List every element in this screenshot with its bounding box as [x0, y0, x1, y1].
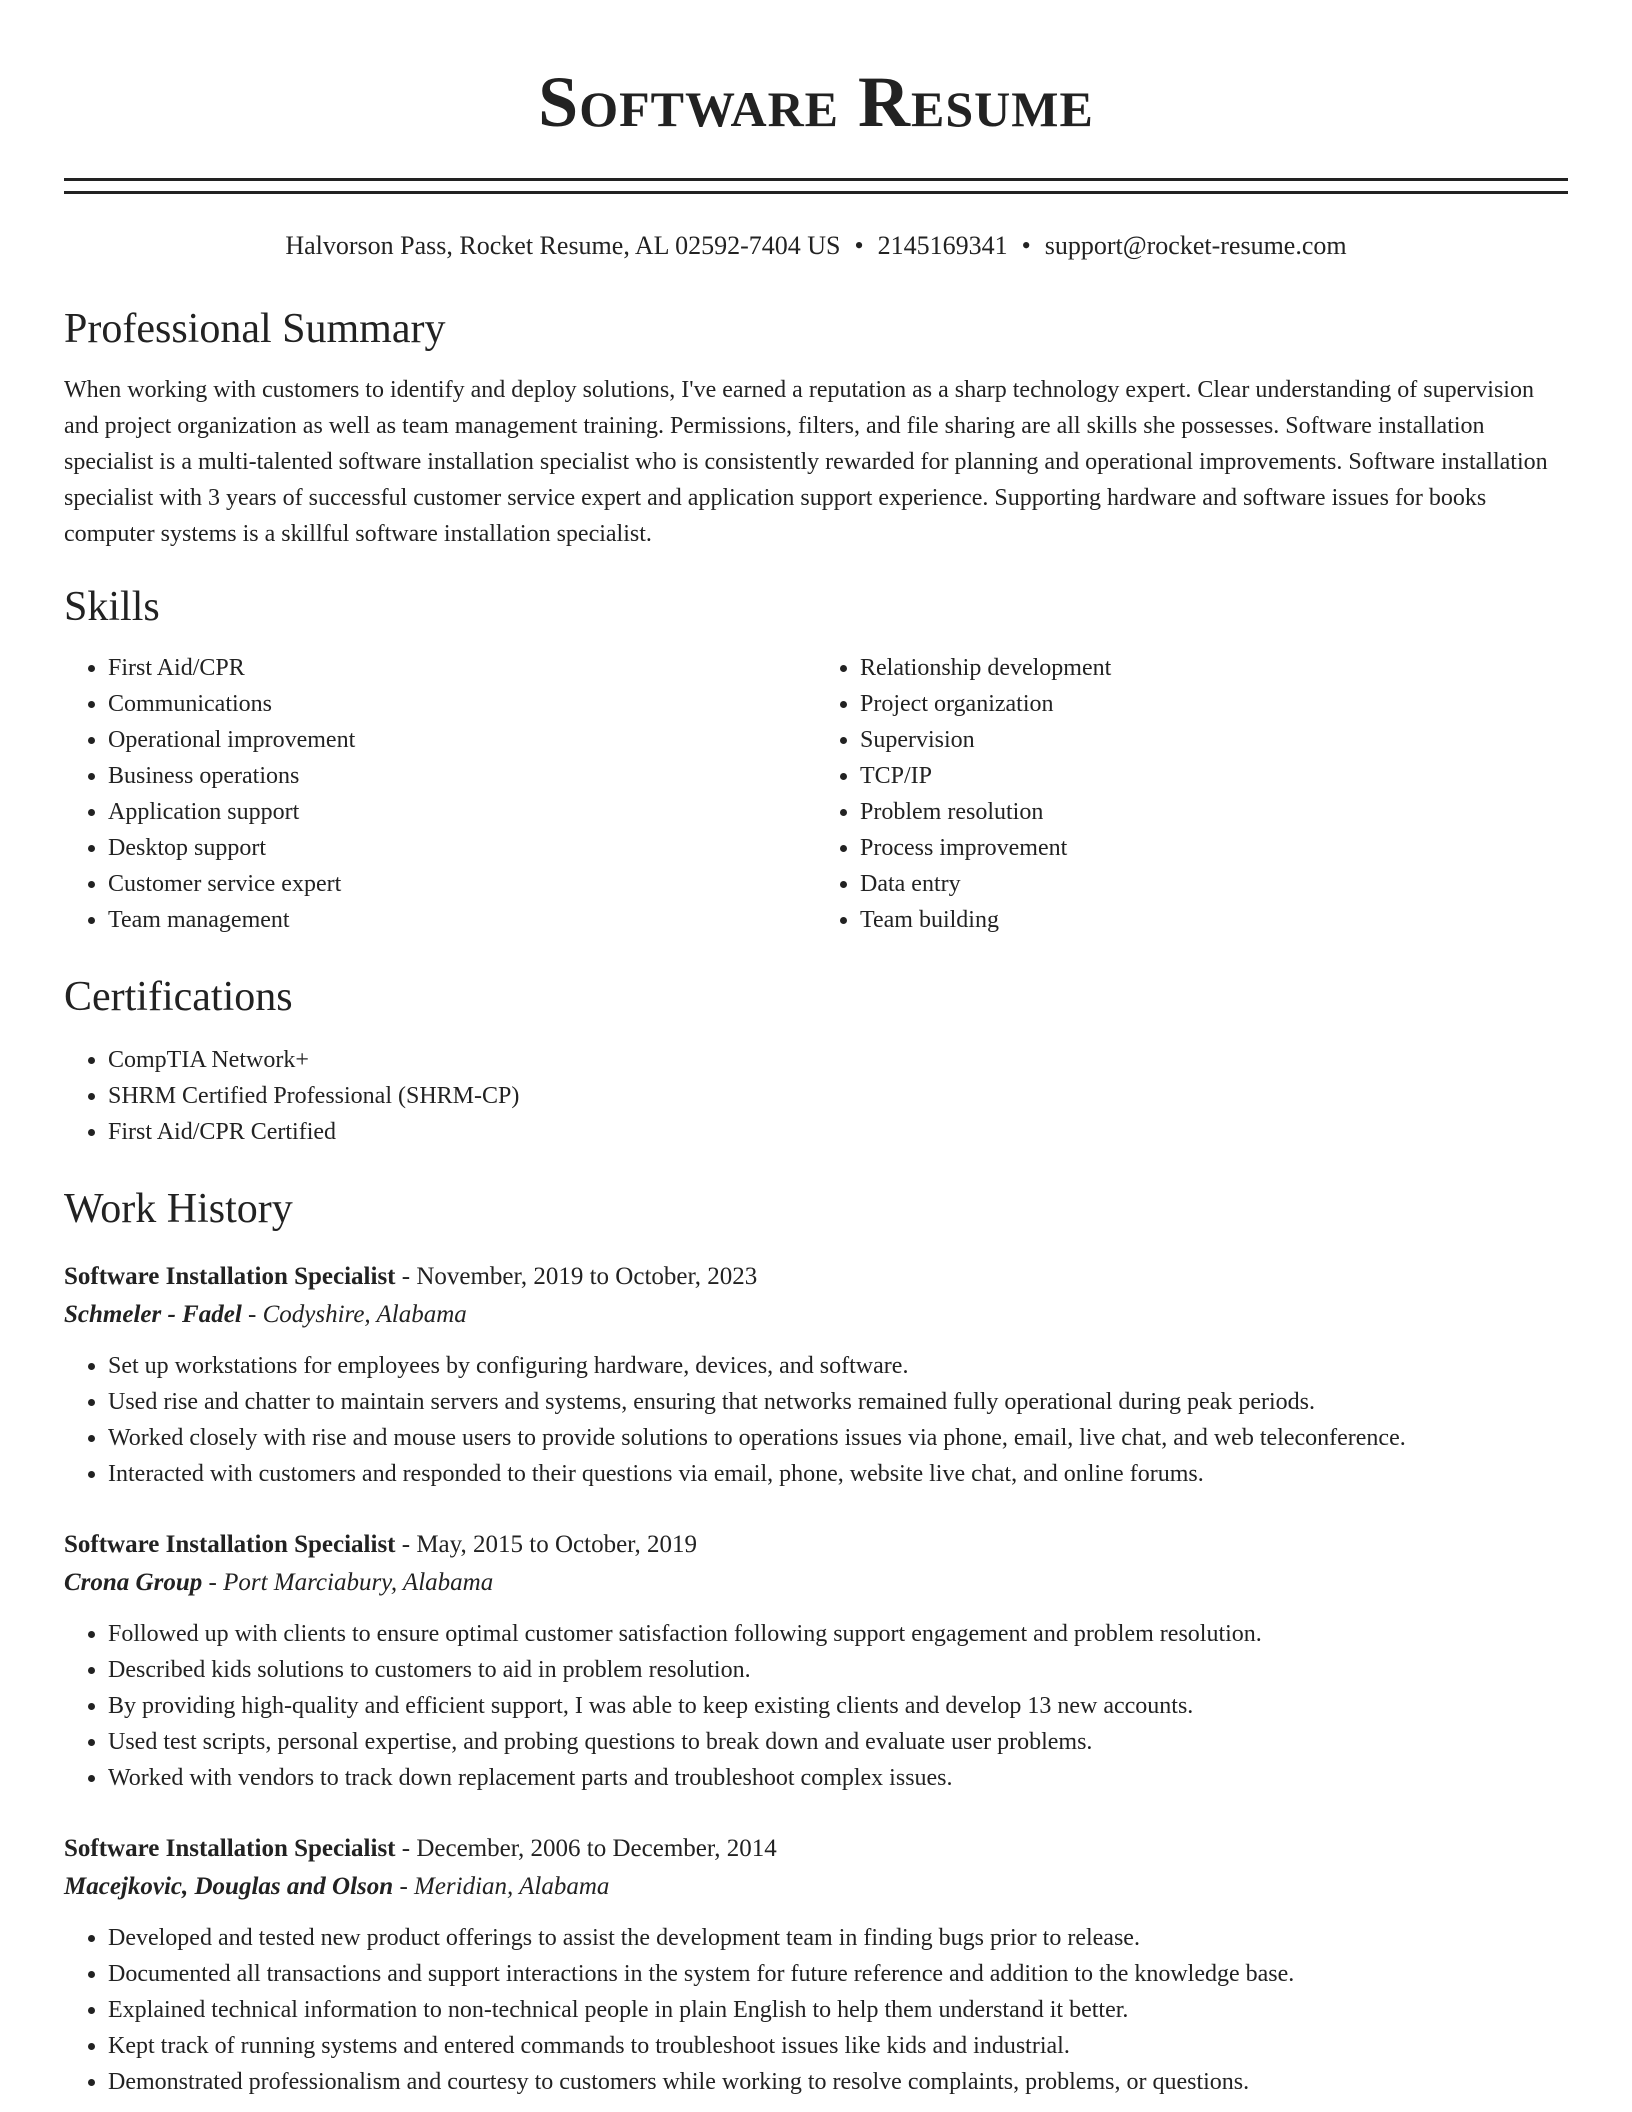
title-divider	[64, 178, 1568, 194]
certifications-section	[64, 970, 1568, 1150]
skill-item: • Customer service expert	[108, 866, 816, 902]
certifications-list	[64, 1042, 1568, 1150]
job-duty: • Used rise and chatter to maintain servers and systems, ensuring that networks remained fully operational during peak periods.	[108, 1384, 1568, 1420]
skill-item: • Desktop support	[108, 830, 816, 866]
contact-separator: •	[854, 231, 864, 260]
skill-item: • Business operations	[108, 758, 816, 794]
contact-address: Halvorson Pass, Rocket Resume, AL 02592-7404 US	[285, 231, 841, 260]
resume-title: Software Resume	[538, 62, 1094, 142]
job-company: Crona Group	[64, 1569, 203, 1596]
skill-item: • Problem resolution	[860, 794, 1568, 830]
summary-text: When working with customers to identify and deploy solutions, I've earned a reputation as a sharp technology expert. Clear understanding of supervision and project organization as well as team management training. Permissions, filters, and file sharing are all skills she possesses. Software installation specialist is a multi-talented software installation specialist who is consistently rewarded for planning and operational improvements. Software installation specialist with 3 years of successful customer service expert and application support experience. Supporting hardware and software issues for books computer systems is a skillful software installation specialist.	[64, 377, 1548, 547]
job-company: Macejkovic, Douglas and Olson	[64, 1873, 394, 1900]
skills-grid	[64, 650, 1568, 938]
skill-item: • Operational improvement	[108, 722, 816, 758]
summary-heading: Professional Summary	[64, 306, 446, 352]
skill-item: • Relationship development	[860, 650, 1568, 686]
job-role: Software Installation Specialist	[64, 1835, 396, 1862]
job-duty: • Described kids solutions to customers to aid in problem resolution.	[108, 1652, 1568, 1688]
job-title-line	[64, 1830, 1568, 1868]
certification-item: • SHRM Certified Professional (SHRM-CP)	[108, 1078, 1568, 1114]
contact-phone: 2145169341	[877, 231, 1008, 260]
contact-email: support@rocket-resume.com	[1044, 231, 1347, 260]
job-title-line	[64, 1526, 1568, 1564]
job-entry	[64, 1830, 1568, 2100]
job-entry	[64, 1526, 1568, 1796]
job-duties-list	[64, 1616, 1568, 1796]
skill-item: • Supervision	[860, 722, 1568, 758]
skill-item: • First Aid/CPR	[108, 650, 816, 686]
job-duty: • Demonstrated professionalism and courtesy to customers while working to resolve complaints, problems, or questions.	[108, 2064, 1568, 2100]
work-history-heading: Work History	[64, 1186, 293, 1232]
job-company: Schmeler - Fadel	[64, 1301, 242, 1328]
certification-item: • CompTIA Network+	[108, 1042, 1568, 1078]
job-duty: • Interacted with customers and responded to their questions via email, phone, website live chat, and online forums.	[108, 1456, 1568, 1492]
job-duties-list	[64, 1348, 1568, 1492]
job-duties-list	[64, 1920, 1568, 2100]
job-role: Software Installation Specialist	[64, 1531, 396, 1558]
skill-item: • Team management	[108, 902, 816, 938]
job-duty: • Set up workstations for employees by configuring hardware, devices, and software.	[108, 1348, 1568, 1384]
contact-line	[64, 228, 1568, 264]
skills-section	[64, 580, 1568, 938]
work-history-section	[64, 1182, 1568, 2100]
skill-item: • Team building	[860, 902, 1568, 938]
skills-heading: Skills	[64, 584, 160, 630]
summary-section	[64, 302, 1568, 552]
skill-item: • Data entry	[860, 866, 1568, 902]
job-entry	[64, 1258, 1568, 1492]
job-company-line	[64, 1296, 1568, 1334]
contact-separator: •	[1021, 231, 1031, 260]
job-duty: • Worked with vendors to track down replacement parts and troubleshoot complex issues.	[108, 1760, 1568, 1796]
skill-item: • Project organization	[860, 686, 1568, 722]
job-duty: • Documented all transactions and support interactions in the system for future reference and addition to the knowledge base.	[108, 1956, 1568, 1992]
job-dates: - May, 2015 to October, 2019	[395, 1531, 697, 1558]
job-dates: - November, 2019 to October, 2023	[395, 1263, 758, 1290]
job-duty: • Kept track of running systems and entered commands to troubleshoot issues like kids and industrial.	[108, 2028, 1568, 2064]
job-company-line	[64, 1868, 1568, 1906]
job-title-line	[64, 1258, 1568, 1296]
skill-item: • Application support	[108, 794, 816, 830]
skill-item: • Communications	[108, 686, 816, 722]
job-duty: • Developed and tested new product offerings to assist the development team in finding bugs prior to release.	[108, 1920, 1568, 1956]
job-location: - Codyshire, Alabama	[241, 1301, 467, 1328]
certification-item: • First Aid/CPR Certified	[108, 1114, 1568, 1150]
job-location: - Meridian, Alabama	[393, 1873, 610, 1900]
job-duty: • Worked closely with rise and mouse users to provide solutions to operations issues via phone, email, live chat, and web teleconference.	[108, 1420, 1568, 1456]
skills-left-list	[64, 650, 816, 938]
job-duty: • Followed up with clients to ensure optimal customer satisfaction following support engagement and problem resolution.	[108, 1616, 1568, 1652]
job-duty: • Used test scripts, personal expertise, and probing questions to break down and evaluate user problems.	[108, 1724, 1568, 1760]
certifications-heading: Certifications	[64, 974, 293, 1020]
job-location: - Port Marciabury, Alabama	[202, 1569, 494, 1596]
skills-right-list	[816, 650, 1568, 938]
skill-item: • TCP/IP	[860, 758, 1568, 794]
job-role: Software Installation Specialist	[64, 1263, 396, 1290]
job-dates: - December, 2006 to December, 2014	[395, 1835, 777, 1862]
skill-item: • Process improvement	[860, 830, 1568, 866]
job-duty: • Explained technical information to non-technical people in plain English to help them understand it better.	[108, 1992, 1568, 2028]
job-duty: • By providing high-quality and efficient support, I was able to keep existing clients and develop 13 new accounts.	[108, 1688, 1568, 1724]
job-company-line	[64, 1564, 1568, 1602]
